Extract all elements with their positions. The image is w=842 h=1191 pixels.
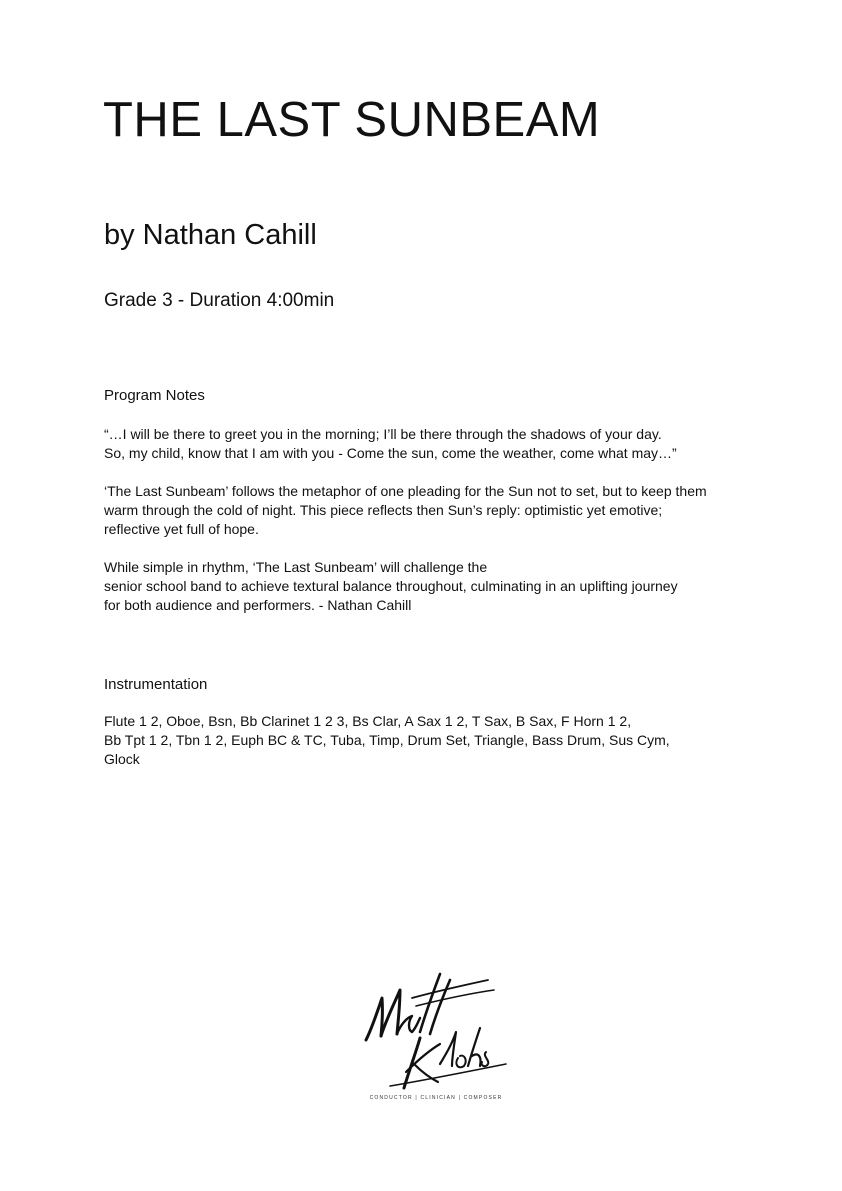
- instrumentation-list: [104, 712, 794, 769]
- challenge-line: While simple in rhythm, ‘The Last Sunbeam’ will challenge the: [104, 559, 488, 575]
- program-notes-description: [104, 482, 794, 539]
- program-notes-challenge: [104, 558, 794, 615]
- description-line: reflective yet full of hope.: [104, 521, 259, 537]
- description-line: warm through the cold of night. This piece reflects then Sun’s reply: optimistic yet emotive;: [104, 502, 663, 518]
- logo-tagline: CONDUCTOR | CLINICIAN | COMPOSER: [369, 1095, 503, 1101]
- program-notes-heading: Program Notes: [104, 387, 205, 404]
- challenge-line: senior school band to achieve textural balance throughout, culminating in an uplifting journey: [104, 578, 678, 594]
- instrumentation-line: Glock: [104, 751, 140, 767]
- composer-signature-logo: [356, 968, 516, 1104]
- grade-duration: Grade 3 - Duration 4:00min: [104, 290, 335, 311]
- description-line: ‘The Last Sunbeam’ follows the metaphor of one pleading for the Sun not to set, but to keep them: [104, 483, 707, 499]
- instrumentation-heading: Instrumentation: [104, 676, 208, 693]
- instrumentation-line: Bb Tpt 1 2, Tbn 1 2, Euph BC & TC, Tuba, Timp, Drum Set, Triangle, Bass Drum, Sus Cym,: [104, 732, 670, 748]
- piece-title: THE LAST SUNBEAM: [103, 93, 601, 147]
- instrumentation-line: Flute 1 2, Oboe, Bsn, Bb Clarinet 1 2 3, Bs Clar, A Sax 1 2, T Sax, B Sax, F Horn 1 2,: [104, 713, 632, 729]
- challenge-line: for both audience and performers. - Nathan Cahill: [104, 597, 412, 613]
- quote-line: “…I will be there to greet you in the morning; I’ll be there through the shadows of your day.: [104, 426, 662, 442]
- composer-byline: by Nathan Cahill: [104, 219, 317, 251]
- quote-line: So, my child, know that I am with you - Come the sun, come the weather, come what may…”: [104, 445, 677, 461]
- program-notes-quote: [104, 425, 794, 463]
